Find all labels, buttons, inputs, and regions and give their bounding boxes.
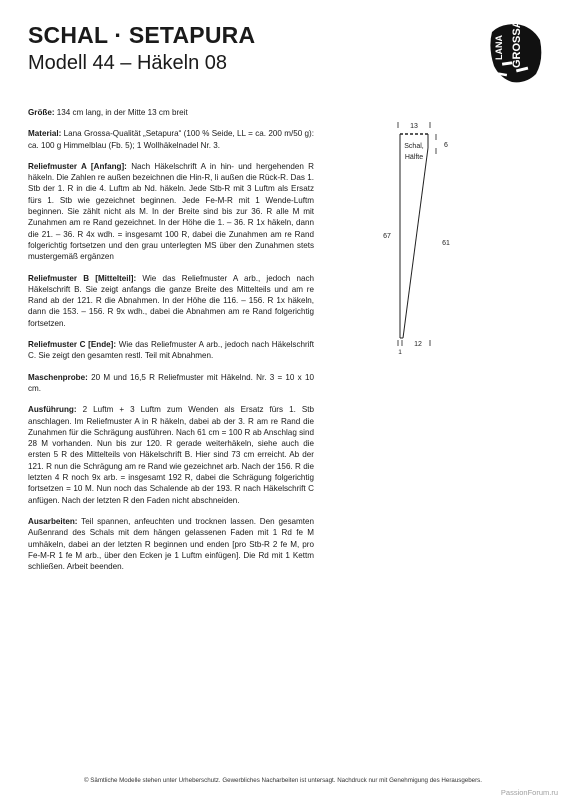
dim-bottom-left: 1 — [398, 349, 402, 356]
section-material: Material: Lana Grossa-Qualität „Setapura“ (100 % Seide, LL = ca. 200 m/50 g): ca. 100 g Himmelblau (Fb. 5); 1 Wollhäkelnadel Nr. 3. — [28, 129, 314, 150]
shape-label-line1: Schal, — [404, 143, 424, 150]
dim-left-height: 67 — [383, 233, 391, 240]
dim-top-right: 6 — [444, 142, 448, 149]
schematic-diagram — [370, 118, 460, 358]
dim-bottom-width: 12 — [414, 341, 422, 348]
logo-grossa: GROSSA — [511, 20, 523, 68]
lana-grossa-logo — [486, 18, 544, 86]
logo-lana: LANA — [494, 35, 504, 60]
watermark: PassionForum.ru — [500, 788, 558, 797]
section-finishing: Ausarbeiten: Teil spannen, anfeuchten und trocknen lassen. Den gesamten Außenrand des Schals mit dem hängen gelassenen Faden mit 1 Rd fe M umhäkeln, dabei an der letzten R beginnen und enden [pro Stb-R 2 fe M, pro Fe-M-R 1 fe M arb., über den Ecken je 1 Luftm einfügen]. Die Rd mit 1 Kettm schließen. Arbeit beenden. — [28, 516, 314, 572]
section-pattern-c: Reliefmuster C [Ende]: Wie das Reliefmuster A arb., jedoch nach Häkelschrift C. Sie zeigt den gesamten restl. Teil mit Abnahmen. — [28, 340, 314, 361]
section-gauge: Maschenprobe: 20 M und 16,5 R Reliefmuster mit Häkelnd. Nr. 3 = 10 x 10 cm. — [28, 372, 314, 393]
dim-top-width: 13 — [410, 123, 418, 130]
section-pattern-b: Reliefmuster B [Mittelteil]: Wie das Reliefmuster A arb., jedoch nach Häkelschrift B. Sie zeigt anfangs die ganze Breite des Mittelteils und am re Rand ab der 121. R die Abnahmen. In der Höhe die 116. – 156. R 1x häkeln, dann die 153. – 156. R 9x wdh., dabei die Abnahmen am re Rand folgerichtig fortsetzen. — [28, 273, 314, 328]
page-subtitle: Modell 44 – Häkeln 08 — [28, 52, 228, 74]
shape-label-line2: Hälfte — [404, 154, 424, 161]
section-size: Größe: 134 cm lang, in der Mitte 13 cm breit — [28, 108, 188, 117]
dim-right-height: 61 — [442, 240, 450, 247]
page-title: SCHAL · SETAPURA — [28, 22, 256, 48]
instructions-text — [28, 107, 314, 582]
copyright-footer: © Sämtliche Modelle stehen unter Urheberschutz. Gewerbliches Nacharbeiten ist untersagt. Nachdruck nur mit Genehmigung des Herausgebers. — [83, 777, 482, 784]
section-pattern-a: Reliefmuster A [Anfang]: Nach Häkelschrift A in hin- und hergehenden R häkeln. Die Zahlen re außen bezeichnen die Hin-R, li außen die Rück-R. Das 1. Stb der 1. R in die 4. Luftm ab Nd. häkeln. Jede Stb-R mit 3 Luftm als Ersatz fürs 1. Stb wie gezeichnet beginnen. Jede Fe-M-R mit 1 Wende-Luftm beginnen. Sie zählt nicht als M. In der Breite sind bis zur 36. R alle M mit Zunahmen am re Rand gezeichnet. In der Höhe die 1. – 36. R 1x häkeln, dann die 21. – 36. R 4x wdh. = insgesamt 100 R, dabei die Zunahmen am re Rand folgerichtig fortsetzen und den grau unterlegten MS über den Zunahmen stets mustergemäß ergänzen — [28, 161, 314, 262]
section-execution: Ausführung: 2 Luftm + 3 Luftm zum Wenden als Ersatz fürs 1. Stb anschlagen. Im Reliefmuster A in R häkeln, dabei ab der 3. R am re Rand die Zunahmen für die Schrägung ausführen. Nach 61 cm = 100 R ab Anschlag sind 28 M vorhanden. Nun bis zur 120. R gerade weiterhäkeln, siehe auch die ersten 5 R des Mittelteils von Häkelschrift B. Hier sind 73 cm erreicht. Ab der 121. R nun die Schrägung am re Rand wie gezeichnet arb. Nach der 156. R die letzten 4 R noch 9x arb. = insgesamt 192 R, dabei die Schrägung folgerichtig fortsetzen = 10 M. Nun noch das Schalende ab der 193. R nach Häkelschrift C anfügen. Nach der letzten R den Faden nicht abschneiden. — [28, 405, 314, 505]
shape-slant-edge — [403, 148, 428, 338]
